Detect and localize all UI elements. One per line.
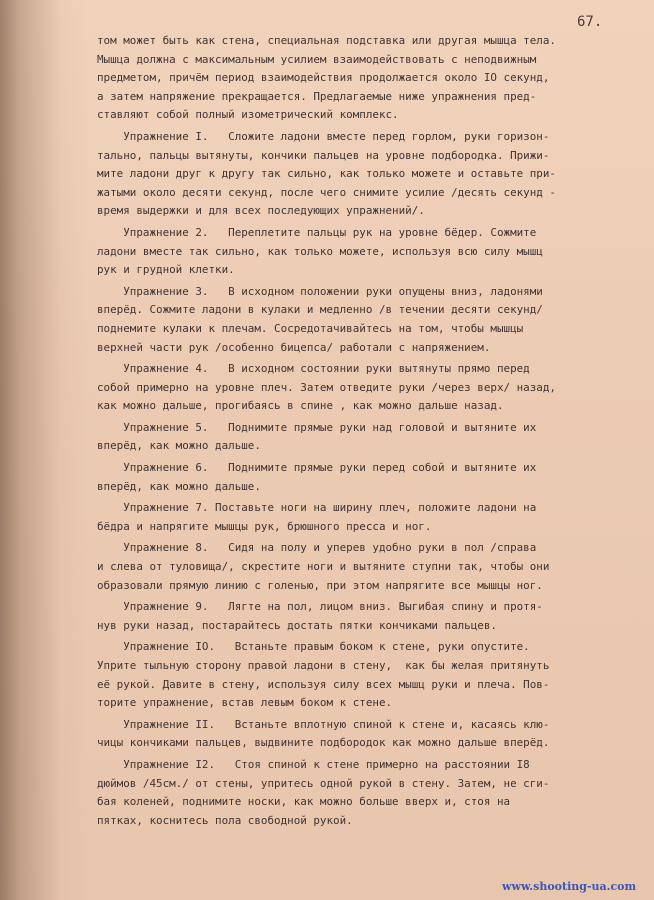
text-line: нув руки назад, постарайтесь достать пятки кончиками пальцев. — [97, 618, 497, 632]
text-line: время выдержки и для всех последующих упражнений/. — [97, 204, 425, 218]
text-line: Мышца должна с максимальным усилием взаимодействовать с неподвижным — [97, 52, 537, 66]
text-line: вперёд, как можно дальше. — [97, 439, 261, 453]
text-line: Упражнение 9. Лягте на пол, лицом вниз. Выгибая спину и протя- — [97, 600, 543, 614]
text-line: Упражнение 4. В исходном состоянии руки вытянуты прямо перед — [97, 362, 530, 376]
text-line: как можно дальше, прогибаясь в спине , как можно дальше назад. — [97, 399, 504, 413]
text-line: тально, пальцы вытянуты, кончики пальцев на уровне подбородка. Прижи- — [97, 148, 550, 162]
text-line: ставляют собой полный изометрический комплекс. — [97, 108, 399, 122]
watermark: www.shooting-ua.com — [502, 880, 637, 893]
text-line: её рукой. Давите в стену, используя силу всех мышц руки и плеча. Пов- — [97, 677, 550, 691]
text-line: Упражнение IO. Встаньте правым боком к стене, руки опустите. — [97, 640, 530, 654]
text-line: бёдра и напрягите мышцы рук, брюшного пресса и ног. — [97, 519, 432, 533]
text-line: а затем напряжение прекращается. Предлагаемые ниже упражнения пред- — [97, 89, 537, 103]
text-line: собой примерно на уровне плеч. Затем отведите руки /через верх/ назад, — [97, 380, 556, 394]
text-line: и слева от туловища/, скрестите ноги и вытяните ступни так, чтобы они — [97, 560, 550, 574]
text-line: поднемите кулаки к плечам. Сосредотачивайтесь на том, чтобы мышцы — [97, 321, 524, 335]
text-line: предметом, причём период взаимодействия продолжается около IO секунд, — [97, 71, 550, 85]
text-line: Упражнение 2. Переплетите пальцы рук на уровне бёдер. Сожмите — [97, 225, 537, 239]
text-line: Упражнение 6. Поднимите прямые руки перед собой и вытяните их — [97, 461, 537, 475]
page-number: 67. — [577, 14, 603, 30]
text-line: рук и грудной клетки. — [97, 263, 235, 277]
text-line: ладони вместе так сильно, как только можете, используя всю силу мышц — [97, 244, 543, 258]
text-line: Упражнение 8. Сидя на полу и уперев удобно руки в пол /справа — [97, 541, 537, 555]
text-line: Упражнение I2. Стоя спиной к стене примерно на расстоянии I8 — [97, 757, 530, 771]
text-line: бая коленей, поднимите носки, как можно больше вверх и, стоя на — [97, 795, 511, 809]
text-line: мите ладони друг к другу так сильно, как только можете и оставьте при- — [97, 167, 556, 181]
text-line: пятках, коснитесь пола свободной рукой. — [97, 813, 353, 827]
text-line: торите упражнение, встав левым боком к стене. — [97, 696, 393, 710]
text-line: вперёд. Сожмите ладони в кулаки и медленно /в течении десяти секунд/ — [97, 303, 543, 317]
text-line: Упражнение 3. В исходном положении руки опущены вниз, ладонями — [97, 284, 543, 298]
text-line: верхней части рук /особенно бицепса/ работали с напряжением. — [97, 340, 491, 354]
text-line: Упражнение II. Встаньте вплотную спиной к стене и, касаясь клю- — [97, 717, 550, 731]
text-line: образовали прямую линию с голенью, при этом напрягите все мышцы ног. — [97, 578, 543, 592]
text-line: Упражнение 7. Поставьте ноги на ширину плеч, положите ладони на — [97, 501, 537, 515]
text-line: вперёд, как можно дальше. — [97, 479, 261, 493]
document-body — [97, 32, 637, 830]
text-line: Уприте тыльную сторону правой ладони в стену, как бы желая притянуть — [97, 659, 550, 672]
text-line: чицы кончиками пальцев, выдвините подбородок как можно дальше вперёд. — [97, 736, 550, 750]
text-line: жатыми около десяти секунд, после чего снимите усилие /десять секунд - — [97, 185, 556, 199]
text-line: том может быть как стена, специальная подставка или другая мышца тела. — [97, 34, 556, 47]
text-line: Упражнение 5. Поднимите прямые руки над головой и вытяните их — [97, 420, 537, 434]
text-line: Упражнение I. Сложите ладони вместе перед горлом, руки горизон- — [97, 129, 550, 143]
text-line: дюймов /45см./ от стены, упритесь одной рукой в стену. Затем, не сги- — [97, 776, 550, 790]
